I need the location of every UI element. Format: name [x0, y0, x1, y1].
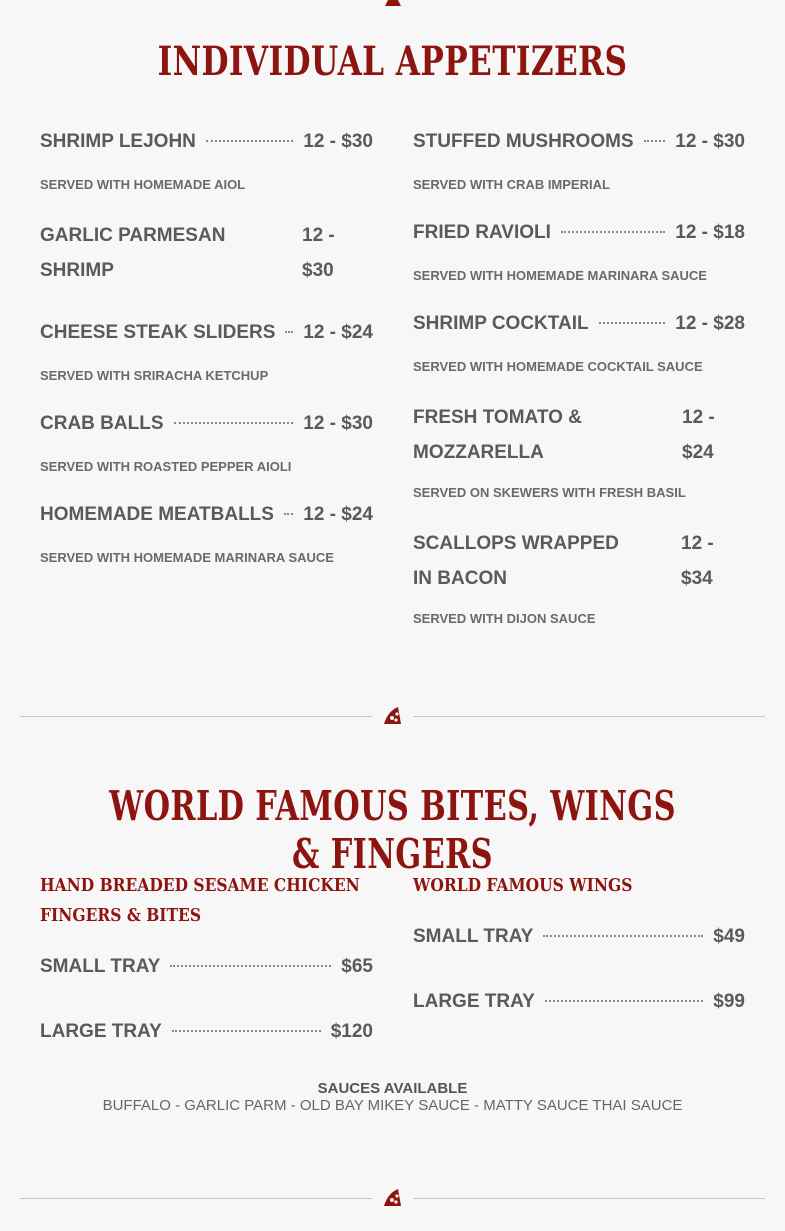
item-price: $120 — [330, 1021, 373, 1042]
item-name: HOMEMADE MEATBALLS — [40, 504, 274, 525]
item-name: SMALL TRAY — [40, 956, 161, 977]
item-name: SCALLOPS WRAPPED IN BACON — [413, 533, 619, 589]
subsection-title-wings: WORLD FAMOUS WINGS — [413, 875, 633, 896]
dotted-leader — [172, 1030, 321, 1032]
item-name: LARGE TRAY — [40, 1021, 162, 1042]
menu-item — [40, 1021, 373, 1043]
dotted-leader — [285, 331, 293, 333]
dotted-leader — [599, 322, 666, 324]
item-name: CRAB BALLS — [40, 413, 164, 434]
dotted-leader — [174, 422, 294, 424]
item-name: SHRIMP COCKTAIL — [413, 313, 589, 334]
divider-line — [20, 716, 372, 717]
menu-item — [413, 313, 745, 335]
pizza-slice-icon — [382, 705, 404, 727]
item-price: $49 — [713, 926, 745, 947]
item-name: SHRIMP LEJOHN — [40, 131, 196, 152]
pizza-slice-icon — [382, 1187, 404, 1209]
dotted-leader — [543, 935, 703, 937]
menu-item — [40, 131, 373, 153]
item-description: SERVED WITH HOMEMADE AIOL — [40, 177, 246, 192]
item-price: $99 — [713, 991, 745, 1012]
item-price: 12 - $30 — [675, 131, 745, 152]
dotted-leader — [284, 513, 293, 515]
item-name: STUFFED MUSHROOMS — [413, 131, 634, 152]
item-description: SERVED WITH CRAB IMPERIAL — [413, 177, 610, 192]
item-price: 12 - $30 — [303, 413, 373, 434]
item-price: 12 - $34 — [681, 533, 714, 589]
sauces-list: BUFFALO - GARLIC PARM - OLD BAY MIKEY SAUCE - MATTY SAUCE THAI SAUCE — [102, 1097, 683, 1114]
item-description: SERVED WITH HOMEMADE COCKTAIL SAUCE — [413, 359, 703, 374]
menu-item — [413, 926, 745, 948]
dotted-leader — [545, 1000, 704, 1002]
subsection-title-fingers: HAND BREADED SESAME CHICKEN FINGERS & BITES — [40, 875, 360, 926]
dotted-leader — [206, 140, 293, 142]
menu-item — [413, 222, 745, 244]
item-name: FRIED RAVIOLI — [413, 222, 551, 243]
sauces-heading: SAUCES AVAILABLE — [317, 1080, 468, 1097]
divider-line — [20, 1198, 372, 1199]
section-title-appetizers: INDIVIDUAL APPETIZERS — [157, 38, 628, 85]
item-price: $65 — [341, 956, 373, 977]
item-description: SERVED WITH SRIRACHA KETCHUP — [40, 368, 269, 383]
menu-item — [40, 322, 373, 344]
menu-item — [413, 131, 745, 153]
item-price: 12 - $30 — [302, 225, 335, 281]
dotted-leader — [170, 965, 331, 967]
item-name: CHEESE STEAK SLIDERS — [40, 322, 276, 343]
item-price: 12 - $24 — [682, 407, 715, 463]
item-name: FRESH TOMATO & MOZZARELLA — [413, 407, 582, 463]
item-price: 12 - $30 — [303, 131, 373, 152]
item-description: SERVED WITH HOMEMADE MARINARA SAUCE — [413, 268, 707, 283]
dotted-leader — [644, 140, 666, 142]
menu-item — [40, 504, 373, 526]
menu-item — [40, 413, 373, 435]
divider-line — [413, 1198, 765, 1199]
divider-line — [413, 716, 765, 717]
item-name: SMALL TRAY — [413, 926, 534, 947]
item-description: SERVED WITH DIJON SAUCE — [413, 611, 596, 626]
item-name: GARLIC PARMESAN SHRIMP — [40, 225, 226, 281]
menu-item — [413, 991, 745, 1013]
pizza-slice-icon — [382, 0, 404, 8]
dotted-leader — [561, 231, 665, 233]
item-description: SERVED WITH HOMEMADE MARINARA SAUCE — [40, 550, 334, 565]
section-title-bites: WORLD FAMOUS BITES, WINGS & FINGERS — [109, 782, 676, 878]
item-price: 12 - $28 — [675, 313, 745, 334]
item-price: 12 - $18 — [675, 222, 745, 243]
item-description: SERVED WITH ROASTED PEPPER AIOLI — [40, 459, 292, 474]
menu-item — [40, 956, 373, 978]
item-description: SERVED ON SKEWERS WITH FRESH BASIL — [413, 485, 686, 500]
item-price: 12 - $24 — [303, 322, 373, 343]
item-price: 12 - $24 — [303, 504, 373, 525]
item-name: LARGE TRAY — [413, 991, 535, 1012]
